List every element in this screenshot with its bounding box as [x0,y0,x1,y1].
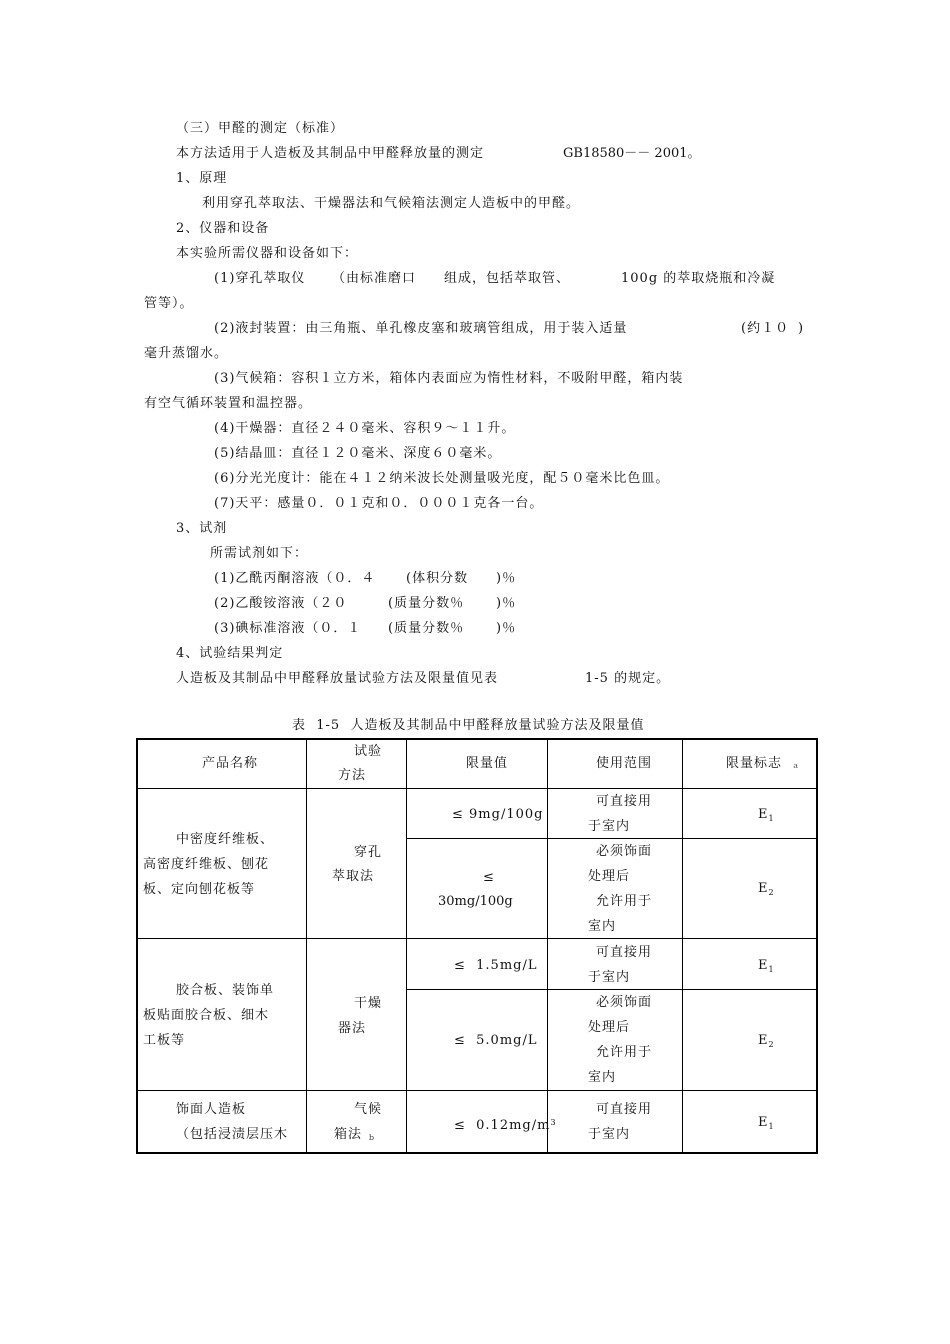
group1-row2-range-line2: 处理后 [588,869,631,884]
header-product-name: 产品名称 [202,756,259,771]
group3-method-line2: 箱法 [334,1127,363,1142]
text-line: GB18580－－ 2001。 [563,146,701,161]
header-test-method-line2: 方法 [338,768,367,783]
formaldehyde-limit-table [136,738,818,1154]
group2-row2-range-line2: 处理后 [588,1020,631,1035]
group1-method-line1: 穿孔 [354,845,383,860]
text-line: (质量分数％ [388,596,465,611]
group3-row1-range-line1: 可直接用 [596,1102,653,1117]
group1-row2-limit-line1: ≤ [483,870,495,885]
text-line: (2)液封装置：由三角瓶、单孔橡皮塞和玻璃管组成，用于装入适量 [214,321,628,336]
text-line: )％ [496,621,517,636]
group1-name-line3: 板、定向刨花板等 [143,882,256,897]
text-line: 组成，包括萃取管、 [444,271,571,286]
text-line: (1)穿孔萃取仪 [214,271,306,286]
group1-row1-limit: ≤ 9mg/100g [452,807,544,822]
group3-name-line1: 饰面人造板 [176,1102,247,1117]
group2-row2-range-line3: 允许用于 [596,1045,653,1060]
section-title: （三）甲醛的测定（标准） [176,121,345,136]
group2-name-line2: 板贴面胶合板、细木 [143,1008,270,1023]
group1-row2-range-line1: 必须饰面 [596,844,653,859]
text-line: (6)分光光度计：能在４１２纳米波长处测量吸光度，配５０毫米比色皿。 [214,471,670,486]
group2-row1-limit: ≤ 1.5mg/L [454,958,538,973]
text-line: (3)气候箱：容积１立方米，箱体内表面应为惰性材料，不吸附甲醛，箱内装 [214,371,684,386]
text-line: (质量分数％ [388,621,465,636]
group1-row1-range-line2: 于室内 [588,819,631,834]
group1-name-line1: 中密度纤维板、 [176,832,275,847]
group2-row2-range-line4: 室内 [588,1070,617,1085]
text-line: (1)乙酰丙酮溶液（０．４ [214,571,376,586]
group1-row2-range-line3: 允许用于 [596,894,653,909]
text-line: 所需试剂如下： [210,546,309,561]
heading-reagents: 3、试剂 [176,521,228,536]
text-line: 本方法适用于人造板及其制品中甲醛释放量的测定 [176,146,485,161]
heading-results: 4、试验结果判定 [176,646,284,661]
group2-name-line3: 工板等 [143,1033,186,1048]
text-line: (体积分数 [406,571,469,586]
text-line: (7)天平：感量０．０１克和０．０００１克各一台。 [214,496,544,511]
group3-row1-range-line2: 于室内 [588,1127,631,1142]
group2-method-line2: 器法 [338,1021,367,1036]
group1-method-line2: 萃取法 [332,869,375,884]
group1-row2-range-line4: 室内 [588,919,617,934]
text-line: 100g 的萃取烧瓶和冷凝 [621,271,776,286]
heading-principle: 1、原理 [176,171,228,186]
group1-row1-mark: $E_1$ [758,807,775,823]
group3-method-line1: 气候 [354,1102,383,1117]
text-line: ) [798,321,805,336]
text-line: (约１０ [741,321,790,336]
group3-row1-mark: $E_1$ [758,1115,775,1131]
text-line: 有空气循环装置和温控器。 [144,396,313,411]
text-line: (2)乙酸铵溶液（２０ [214,596,348,611]
text-line: (4)干燥器：直径２４０毫米、容积９～１１升。 [214,421,516,436]
group2-row2-range-line1: 必须饰面 [596,995,653,1010]
text-line: )％ [496,596,517,611]
group3-row1-limit: ≤ $0.12mg/m^3$ [454,1118,557,1133]
header-limit-value: 限量值 [466,756,509,771]
text-line: 管等）。 [144,296,194,311]
group2-row1-range-line2: 于室内 [588,970,631,985]
group1-row2-limit-line2: 30mg/100g [438,894,513,909]
group3-name-line2: （包括浸渍层压木 [176,1127,289,1142]
heading-equipment: 2、仪器和设备 [176,221,270,236]
text-line: (5)结晶皿：直径１２０毫米、深度６０毫米。 [214,446,502,461]
text-line: 本实验所需仪器和设备如下： [176,246,359,261]
group2-name-line1: 胶合板、装饰单 [176,983,275,998]
header-use-range: 使用范围 [596,756,653,771]
group1-row1-range-line1: 可直接用 [596,794,653,809]
group2-row2-limit: ≤ 5.0mg/L [454,1033,538,1048]
text-line: (3)碘标准溶液（０．１ [214,621,362,636]
text-line: 1-5 的规定。 [585,671,671,686]
group2-row2-mark: $E_2$ [758,1033,775,1049]
header-mark-footnote: ａ [792,762,800,770]
header-test-method: 试验 [354,744,383,759]
group2-row1-range-line1: 可直接用 [596,945,653,960]
group2-method-line1: 干燥 [354,996,383,1011]
group3-method-footnote: ｂ [368,1134,376,1142]
text-line: （由标准磨口 [332,271,417,286]
group1-name-line2: 高密度纤维板、刨花 [143,857,270,872]
text-line: 人造板及其制品中甲醛释放量试验方法及限量值见表 [176,671,499,686]
group1-row2-mark: $E_2$ [758,881,775,897]
text-line: )％ [496,571,517,586]
text-line: 利用穿孔萃取法、干燥器法和气候箱法测定人造板中的甲醛。 [202,196,581,211]
table-caption: 表 1-5 人造板及其制品中甲醛释放量试验方法及限量值 [292,718,645,733]
text-line: 毫升蒸馏水。 [144,346,229,361]
group2-row1-mark: $E_1$ [758,958,775,974]
header-limit-mark: 限量标志 [726,756,783,771]
